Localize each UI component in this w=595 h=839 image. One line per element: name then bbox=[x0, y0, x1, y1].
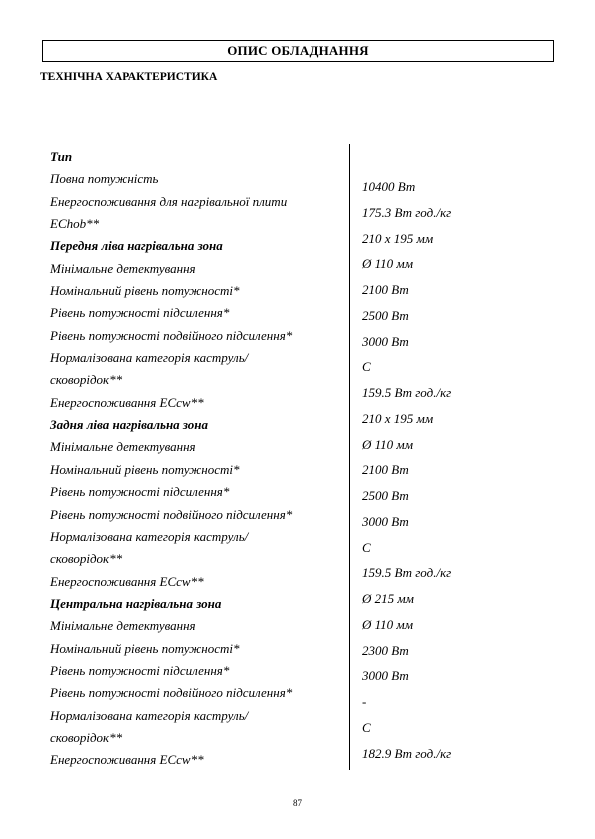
spec-value: 3000 Вт bbox=[362, 668, 409, 684]
spec-value: Ø 110 мм bbox=[362, 436, 414, 452]
spec-label: сковорідок** bbox=[50, 729, 123, 745]
spec-label: Енергоспоживання ECcw** bbox=[50, 752, 204, 768]
spec-value: - bbox=[362, 694, 367, 709]
zone-heading: Центральна нагрівальна зона bbox=[50, 595, 222, 611]
spec-label: EChob** bbox=[50, 216, 100, 232]
spec-label: Мінімальне детектування bbox=[50, 618, 196, 634]
spec-value: 182.9 Вт год./кг bbox=[362, 745, 452, 761]
spec-label: Нормалізована категорія каструль/ bbox=[50, 350, 249, 366]
column-divider bbox=[349, 144, 350, 770]
page-number: 87 bbox=[293, 798, 302, 808]
spec-value: C bbox=[362, 719, 371, 735]
spec-label: Мінімальне детектування bbox=[50, 260, 196, 276]
zone-heading: Задня ліва нагрівальна зона bbox=[50, 417, 209, 433]
spec-value: 3000 Вт bbox=[362, 333, 409, 349]
section-title-box bbox=[42, 40, 554, 62]
spec-value: Ø 110 мм bbox=[362, 256, 414, 272]
spec-label: Рівень потужності підсилення* bbox=[50, 484, 230, 500]
spec-value: 2500 Вт bbox=[362, 488, 409, 503]
spec-label: Нормалізована категорія каструль/ bbox=[50, 707, 249, 723]
spec-value: Ø 215 мм bbox=[362, 591, 414, 606]
spec-label: Рівень потужності підсилення* bbox=[50, 662, 230, 678]
spec-value: 175.3 Вт год./кг bbox=[362, 204, 452, 220]
spec-label: Номінальний рівень потужності* bbox=[50, 461, 240, 477]
spec-value: 210 x 195 мм bbox=[362, 410, 434, 426]
spec-value: 159.5 Вт год./кг bbox=[362, 385, 452, 400]
spec-label: Номінальний рівень потужності* bbox=[50, 283, 240, 299]
spec-label: Рівень потужності подвійного підсилення* bbox=[50, 327, 293, 343]
spec-value: C bbox=[362, 539, 371, 555]
spec-values-column bbox=[362, 174, 562, 766]
spec-label: Нормалізована категорія каструль/ bbox=[50, 528, 249, 544]
spec-label: Рівень потужності подвійного підсилення* bbox=[50, 685, 293, 701]
spec-label: сковорідок** bbox=[50, 372, 123, 388]
page-title: ОПИС ОБЛАДНАННЯ bbox=[227, 43, 369, 58]
zone-heading: Передня ліва нагрівальна зона bbox=[50, 238, 223, 254]
spec-value: C bbox=[362, 359, 371, 375]
spec-label: Енергоспоживання для нагрівальної плити bbox=[50, 193, 288, 209]
spec-label: Рівень потужності підсилення* bbox=[50, 305, 230, 321]
spec-label: Мінімальне детектування bbox=[50, 439, 196, 455]
spec-value: 2100 Вт bbox=[362, 282, 409, 297]
spec-label: Номінальний рівень потужності* bbox=[50, 640, 240, 656]
section-subtitle: ТЕХНІЧНА ХАРАКТЕРИСТИКА bbox=[40, 71, 218, 83]
zone-heading: Тип bbox=[50, 149, 73, 164]
spec-value: 3000 Вт bbox=[362, 513, 409, 529]
spec-value: 2500 Вт bbox=[362, 307, 409, 323]
spec-label: Енергоспоживання ECcw** bbox=[50, 573, 204, 589]
spec-label: сковорідок** bbox=[50, 551, 123, 567]
spec-value: Ø 110 мм bbox=[362, 616, 414, 632]
spec-label: Рівень потужності подвійного підсилення* bbox=[50, 506, 293, 522]
spec-label: Повна потужність bbox=[50, 171, 159, 187]
spec-value: 2300 Вт bbox=[362, 642, 409, 658]
spec-value: 210 x 195 мм bbox=[362, 230, 434, 246]
spec-value: 10400 Вт bbox=[362, 179, 416, 194]
spec-label: Енергоспоживання ECcw** bbox=[50, 394, 204, 410]
spec-value: 2100 Вт bbox=[362, 462, 409, 478]
spec-labels-column bbox=[50, 146, 345, 772]
spec-value: 159.5 Вт год./кг bbox=[362, 565, 452, 581]
